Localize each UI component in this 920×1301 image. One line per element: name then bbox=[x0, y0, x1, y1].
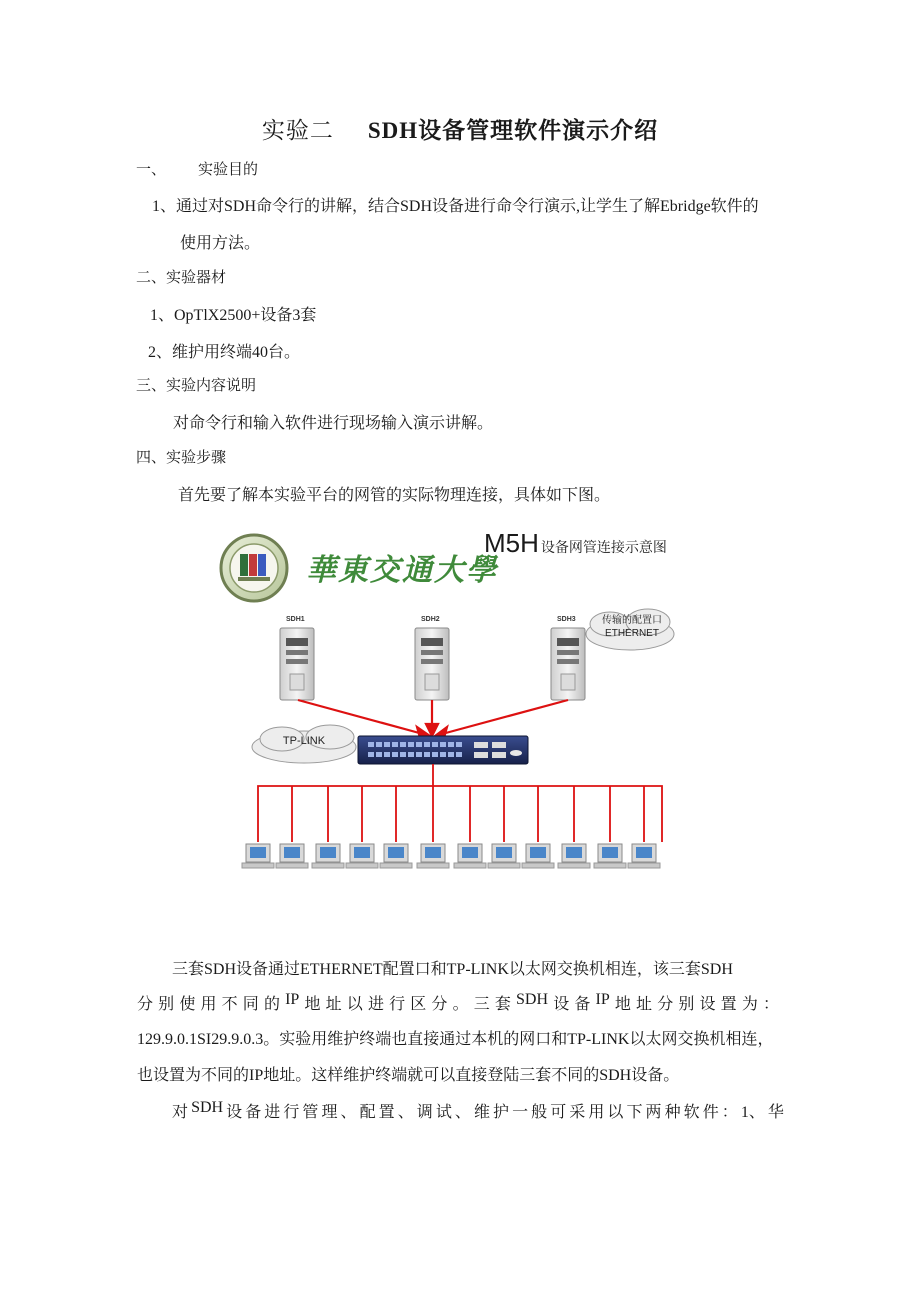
p1-l2-w: 使 bbox=[179, 996, 196, 1013]
p2-l1-w: 以 bbox=[607, 1104, 624, 1121]
p2-l1-w: 试 bbox=[435, 1104, 452, 1121]
p2-l1-w: 1、 bbox=[740, 1104, 765, 1121]
p2-l1-w: 下 bbox=[626, 1104, 643, 1121]
p1-l2-w: 不 bbox=[221, 996, 238, 1013]
terminals bbox=[242, 844, 660, 868]
p2-l1-w: 、 bbox=[340, 1104, 357, 1121]
p1-l2-w: 进 bbox=[367, 996, 384, 1013]
diagram-title-big: M5H bbox=[484, 528, 539, 558]
p1-line1: 三套SDH设备通过ETHERNET配置口和TP-LINK以太网交换机相连，该三套SDH bbox=[172, 961, 733, 978]
terminal bbox=[242, 844, 274, 868]
server-sdh2 bbox=[415, 628, 449, 700]
cloud-left-text: TP-LINK bbox=[282, 735, 326, 747]
p1-l2-w: 地 bbox=[614, 996, 631, 1013]
s3-text: 对命令行和输入软件进行现场输入演示讲解。 bbox=[173, 415, 494, 432]
p2-l1-w: 备 bbox=[245, 1104, 262, 1121]
terminal bbox=[417, 844, 449, 868]
p1-l2-w: IP bbox=[285, 991, 300, 1008]
s1-item1-line1: 1、通过对SDH命令行的讲解，结合SDH设备进行命令行演示,让学生了解Ebridge软件的 bbox=[152, 198, 759, 215]
p1-l2-w: 。 bbox=[452, 996, 469, 1013]
p2-l1-w: 置 bbox=[378, 1104, 395, 1121]
cloud-right-text bbox=[590, 614, 674, 640]
terminal bbox=[522, 844, 554, 868]
p1-l2-w: 置 bbox=[720, 996, 737, 1013]
p1-l2-w: 设 bbox=[699, 996, 716, 1013]
section-1-label: 实验目的 bbox=[198, 162, 259, 178]
cloud-right-line1: 传输的配置口 bbox=[602, 615, 662, 626]
p1-l2-w: 分 bbox=[137, 996, 154, 1013]
p1-l2-w: 为 bbox=[741, 996, 758, 1013]
network-diagram bbox=[218, 524, 688, 886]
p2-l1-w: 可 bbox=[550, 1104, 567, 1121]
p2-l1-w: 两 bbox=[645, 1104, 662, 1121]
section-3-heading: 三、实验内容说明 bbox=[136, 378, 257, 394]
terminal bbox=[312, 844, 344, 868]
terminal-links bbox=[258, 764, 662, 842]
p1-l2-w: 别 bbox=[678, 996, 695, 1013]
p2-l1-w: 采 bbox=[569, 1104, 586, 1121]
cloud-right-line2: ETHERNET bbox=[605, 628, 659, 639]
p1-l2-w: IP bbox=[595, 991, 610, 1008]
diagram-graphic bbox=[218, 524, 688, 886]
diagram-title bbox=[484, 528, 667, 559]
p2-l1-w: 护 bbox=[493, 1104, 510, 1121]
p1-l2-w: 行 bbox=[389, 996, 406, 1013]
p1-l2-w: 设 bbox=[553, 996, 570, 1013]
p1-l2-w: 区 bbox=[410, 996, 427, 1013]
s4-text: 首先要了解本实验平台的网管的实际物理连接，具体如下图。 bbox=[178, 487, 611, 504]
p1-l2-w: 同 bbox=[242, 996, 259, 1013]
p1-line4: 也设置为不同的IP地址。这样维护终端就可以直接登陆三套不同的SDH设备。 bbox=[137, 1067, 680, 1084]
server-label-sdh2: SDH2 bbox=[421, 616, 440, 623]
title-prefix: 实验二 bbox=[261, 118, 334, 143]
p2-l1-w: 般 bbox=[531, 1104, 548, 1121]
university-logo-text: 華東交通大學 bbox=[306, 553, 498, 588]
title-main: SDH设备管理软件演示介绍 bbox=[367, 118, 659, 143]
s2-item1: 1、OpTlX2500+设备3套 bbox=[150, 307, 317, 324]
p1-l2-w: 地 bbox=[304, 996, 321, 1013]
p2-l1-w: 、 bbox=[397, 1104, 414, 1121]
p1-l2-w: SDH bbox=[516, 991, 549, 1008]
p1-l2-w: 用 bbox=[200, 996, 217, 1013]
p2-l1-w: SDH bbox=[191, 1099, 224, 1116]
terminal bbox=[628, 844, 660, 868]
section-1-num: 一、 bbox=[136, 162, 167, 178]
terminal bbox=[558, 844, 590, 868]
terminal bbox=[276, 844, 308, 868]
p2-l1-w: ： bbox=[721, 1104, 738, 1121]
p2-l1-w: 维 bbox=[473, 1104, 490, 1121]
diagram-title-small: 设备网管连接示意图 bbox=[540, 539, 667, 555]
university-emblem bbox=[221, 535, 287, 601]
p1-l2-w: ： bbox=[762, 996, 779, 1013]
terminal bbox=[346, 844, 378, 868]
p2-l1-w: 调 bbox=[416, 1104, 433, 1121]
p1-line2 bbox=[137, 991, 779, 1014]
p2-l1-w: 行 bbox=[283, 1104, 300, 1121]
terminal bbox=[454, 844, 486, 868]
p2-l1-w: 一 bbox=[512, 1104, 529, 1121]
p2-l1-w: 配 bbox=[359, 1104, 376, 1121]
p1-l2-w: 三 bbox=[473, 996, 490, 1013]
server-sdh3 bbox=[551, 628, 585, 700]
section-2-heading: 二、实验器材 bbox=[136, 270, 227, 286]
server-label-sdh3: SDH3 bbox=[557, 616, 576, 623]
p2-l1-w: 华 bbox=[767, 1104, 784, 1121]
p1-l2-w: 址 bbox=[325, 996, 342, 1013]
terminal bbox=[380, 844, 412, 868]
p1-line3: 129.9.0.1SI29.9.0.3。实验用维护终端也直接通过本机的网口和TP-LINK以太网交换机相连， bbox=[137, 1031, 774, 1048]
terminal bbox=[488, 844, 520, 868]
p1-l2-w: 的 bbox=[263, 996, 280, 1013]
p2-l1-w: 件 bbox=[702, 1104, 719, 1121]
p1-l2-w: 分 bbox=[657, 996, 674, 1013]
p2-l1-w: 用 bbox=[588, 1104, 605, 1121]
section-4-heading: 四、实验步骤 bbox=[136, 450, 227, 466]
p1-l2-w: 以 bbox=[346, 996, 363, 1013]
p1-l2-w: 址 bbox=[636, 996, 653, 1013]
p2-l1-w: 设 bbox=[226, 1104, 243, 1121]
p2-l1-w: 进 bbox=[264, 1104, 281, 1121]
p1-l2-w: 套 bbox=[494, 996, 511, 1013]
p2-line1 bbox=[172, 1099, 784, 1122]
server-sdh1 bbox=[280, 628, 314, 700]
p2-l1-w: 管 bbox=[302, 1104, 319, 1121]
s1-item1-line2: 使用方法。 bbox=[180, 235, 261, 252]
terminal bbox=[594, 844, 626, 868]
p2-l1-w: 软 bbox=[683, 1104, 700, 1121]
p1-l2-w: 备 bbox=[574, 996, 591, 1013]
p2-l1-w: 、 bbox=[454, 1104, 471, 1121]
p1-l2-w: 分 bbox=[431, 996, 448, 1013]
tp-link-switch bbox=[358, 736, 528, 764]
page-title bbox=[0, 112, 920, 145]
p2-l1-w: 理 bbox=[321, 1104, 338, 1121]
p2-l1-w: 对 bbox=[172, 1104, 189, 1121]
p2-l1-w: 种 bbox=[664, 1104, 681, 1121]
p1-l2-w: 别 bbox=[158, 996, 175, 1013]
server-label-sdh1: SDH1 bbox=[286, 616, 305, 623]
s2-item2: 2、维护用终端40台。 bbox=[148, 344, 301, 361]
